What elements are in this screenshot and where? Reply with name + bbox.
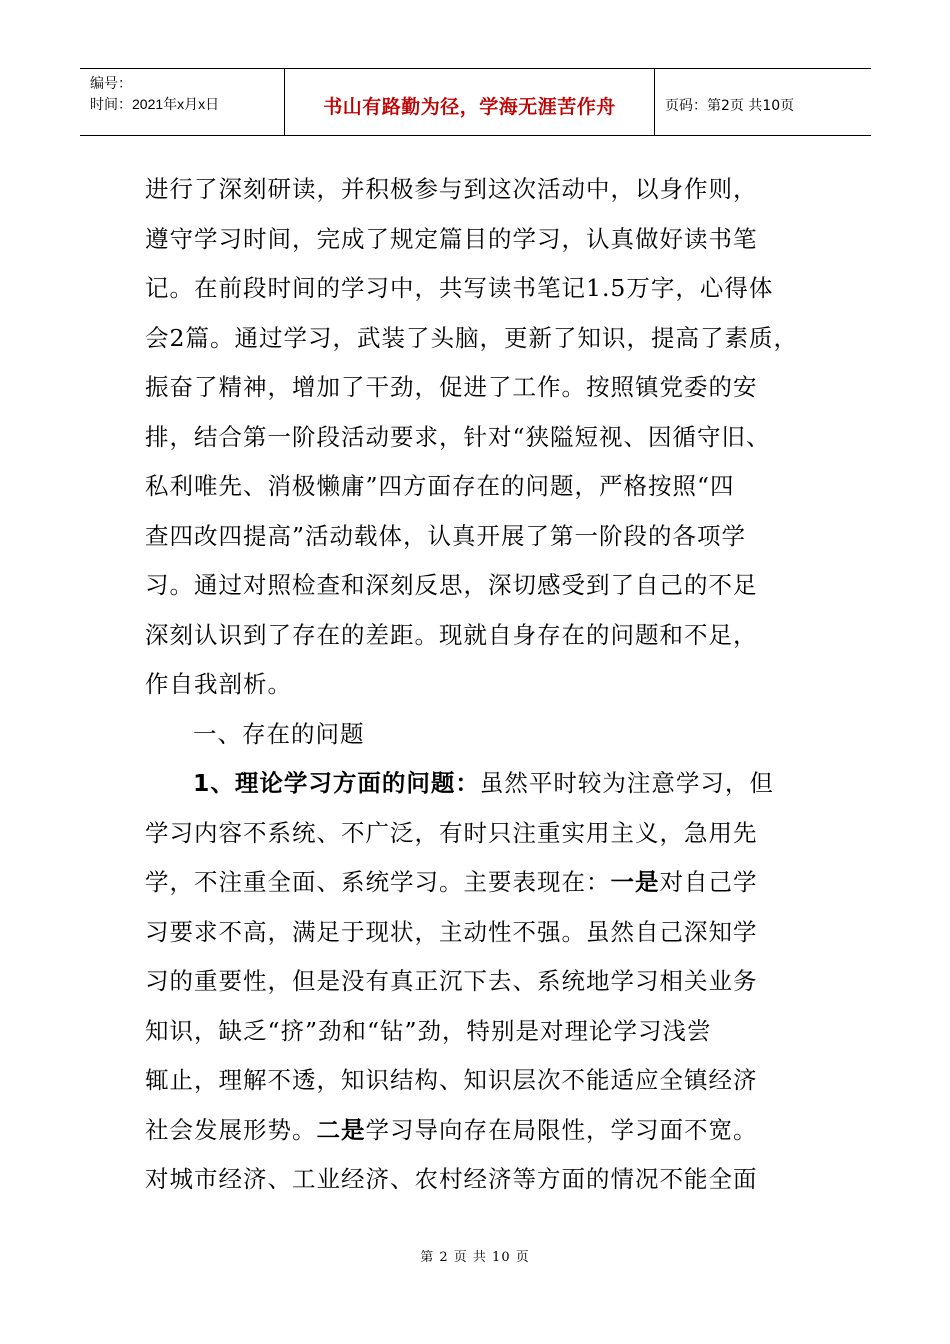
- body-line: 进行了深刻研读，并积极参与到这次活动中，以身作则，: [145, 175, 758, 203]
- item-first-text: 虽然平时较为注意学习，但: [479, 769, 774, 797]
- header-meta-cell: [80, 69, 285, 135]
- header-motto: 书山有路勤为径，学海无涯苦作舟: [323, 95, 616, 118]
- header-page-info: 页码：第2页 共10页: [665, 98, 795, 114]
- document-time-label: 时间：2021年x月x日: [90, 96, 220, 112]
- item-first-line: [145, 759, 815, 809]
- body-line: 遵守学习时间，完成了规定篇目的学习，认真做好读书笔: [145, 224, 758, 253]
- emphasis-text: 二是: [316, 1115, 366, 1144]
- body-line: 查四改四提高”活动载体，认真开展了第一阶段的各项学: [145, 521, 747, 550]
- body-line-with-emphasis: [145, 1106, 815, 1156]
- body-line: 记。在前段时间的学习中，共写读书笔记1.5万字，心得体: [145, 274, 774, 302]
- document-number-label: 编号：: [90, 75, 132, 91]
- document-header-table: [80, 68, 871, 136]
- body-line: 对城市经济、工业经济、农村经济等方面的情况不能全面: [145, 1165, 758, 1193]
- body-line: 知识，缺乏“挤”劲和“钻”劲，特别是对理论学习浅尝: [145, 1016, 712, 1045]
- body-line: 深刻认识到了存在的差距。现就自身存在的问题和不足，: [145, 620, 758, 649]
- section-heading: 一、存在的问题: [193, 719, 365, 748]
- header-page-cell: [655, 69, 871, 135]
- body-line: 排，结合第一阶段活动要求，针对“狭隘短视、因循守旧、: [145, 422, 771, 451]
- body-line: 作自我剖析。: [145, 670, 292, 698]
- body-line: 辄止，理解不透，知识结构、知识层次不能适应全镇经济: [145, 1066, 758, 1094]
- document-body: [145, 165, 815, 1205]
- body-line: 会2篇。通过学习，武装了头脑，更新了知识，提高了素质，: [145, 323, 798, 352]
- body-line: 私利唯先、消极懒庸”四方面存在的问题，严格按照“四: [145, 472, 735, 500]
- line-text: 社会发展形势。: [145, 1115, 317, 1144]
- header-motto-cell: [285, 69, 655, 135]
- page-footer: 第 2 页 共 10 页: [420, 1250, 530, 1265]
- body-line: 振奋了精神，增加了干劲，促进了工作。按照镇党委的安: [145, 373, 758, 401]
- item-title: 1、理论学习方面的问题：: [193, 769, 480, 797]
- line-text: 学习导向存在局限性，学习面不宽。: [365, 1115, 758, 1144]
- body-line-with-emphasis: [145, 858, 815, 908]
- body-line: 习要求不高，满足于现状，主动性不强。虽然自己深知学: [145, 917, 758, 946]
- body-line: 学习内容不系统、不广泛，有时只注重实用主义，急用先: [145, 818, 758, 847]
- line-text: 学，不注重全面、系统学习。主要表现在：: [145, 868, 611, 896]
- emphasis-text: 一是: [610, 868, 660, 896]
- line-text: 对自己学: [659, 868, 758, 896]
- body-line: 习的重要性，但是没有真正沉下去、系统地学习相关业务: [145, 967, 758, 995]
- body-line: 习。通过对照检查和深刻反思，深切感受到了自己的不足: [145, 571, 758, 599]
